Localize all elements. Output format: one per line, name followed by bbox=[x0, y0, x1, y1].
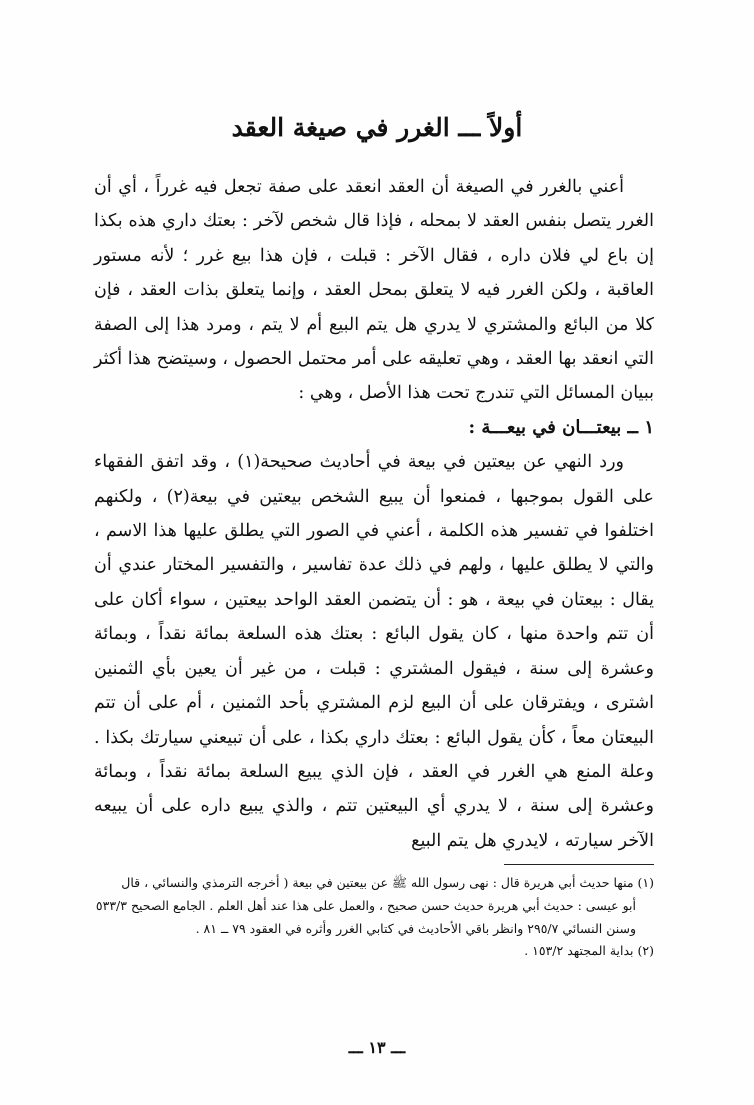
footnote-1-continuation: أبو عيسى : حديث أبي هريرة حديث حسن صحيح ، والعمل على هذا عند أهل العلم . الجامع الصحيح ٥٣٣/٣ وسنن النسائي ٢٩٥/٧ وانظر باقي الأحاديث في كتابي الغرر وأثره في العقود ٧٩ ــ ٨١ . bbox=[95, 897, 636, 936]
section-paragraph: ورد النهي عن بيعتين في بيعة في أحاديث صحيحة(١) ، وقد اتفق الفقهاء على القول بموجبها ، فمنعوا أن يبيع الشخص بيعتين في بيعة(٢) ، ولكنهم اختلفوا في تفسير هذه الكلمة ، أعني في الصور التي يطلق عليها هذا الاسم ، والتي لا يطلق عليها ، ولهم في ذلك عدة تفاسير ، والتفسير المختار عندي أن يقال : بيعتان في بيعة ، هو : أن يتضمن العقد الواحد بيعتين ، سواء أكان على أن تتم واحدة منها ، كان يقول البائع : بعتك هذه السلعة بمائة نقداً ، وبمائة وعشرة إلى سنة ، فيقول المشتري : قبلت ، من غير أن يعين بأي الثمنين اشترى ، ويفترقان على أن البيع لزم المشتري بأحد الثمنين ، أم على أن تتم البيعتان معاً ، كأن يقول البائع : بعتك داري بكذا ، على أن تبيعني سيارتك بكذا . وعلة المنع هي الغرر في العقد ، فإن الذي يبيع السلعة بمائة نقداً ، وبمائة وعشرة إلى سنة ، لا يدري أي البيعتين تتم ، والذي يبيع داره على أن يبيعه الآخر سيارته ، لايدري هل يتم البيع bbox=[94, 452, 654, 851]
footnote-2: (٢) بداية المجتهد ١٥٣/٢ . bbox=[524, 943, 654, 959]
footnote-divider bbox=[504, 864, 654, 865]
footnote-1-first-line: (١) منها حديث أبي هريرة قال : نهى رسول الله ﷺ عن بيعتين في بيعة ( أخرجه الترمذي والنسائي ، قال bbox=[121, 875, 654, 890]
chapter-title: أولاً ـــ الغرر في صيغة العقد bbox=[231, 113, 523, 142]
page-number: ـــ ١٣ ـــ bbox=[348, 1038, 406, 1057]
main-text bbox=[94, 170, 654, 858]
footnotes bbox=[94, 872, 654, 963]
intro-paragraph: أعني بالغرر في الصيغة أن العقد انعقد على صفة تجعل فيه غرراً ، أي أن الغرر يتصل بنفس العقد لا بمحله ، فإذا قال شخص لآخر : بعتك داري هذه بكذا إن باع لي فلان داره ، فقال الآخر : قبلت ، فإن هذا بيع غرر ؛ لأنه مستور العاقبة ، ولكن الغرر فيه لا يتعلق بمحل العقد ، وإنما يتعلق بذات العقد ، فإن كلا من البائع والمشتري لا يدري هل يتم البيع أم لا يتم ، ومرد هذا إلى الصفة التي انعقد بها العقد ، وهي تعليقه على أمر محتمل الحصول ، وسيتضح هذا أكثر ببيان المسائل التي تندرج تحت هذا الأصل ، وهي : bbox=[94, 177, 654, 404]
section-heading: ١ ــ بيعتـــان في بيعـــة : bbox=[468, 416, 654, 438]
